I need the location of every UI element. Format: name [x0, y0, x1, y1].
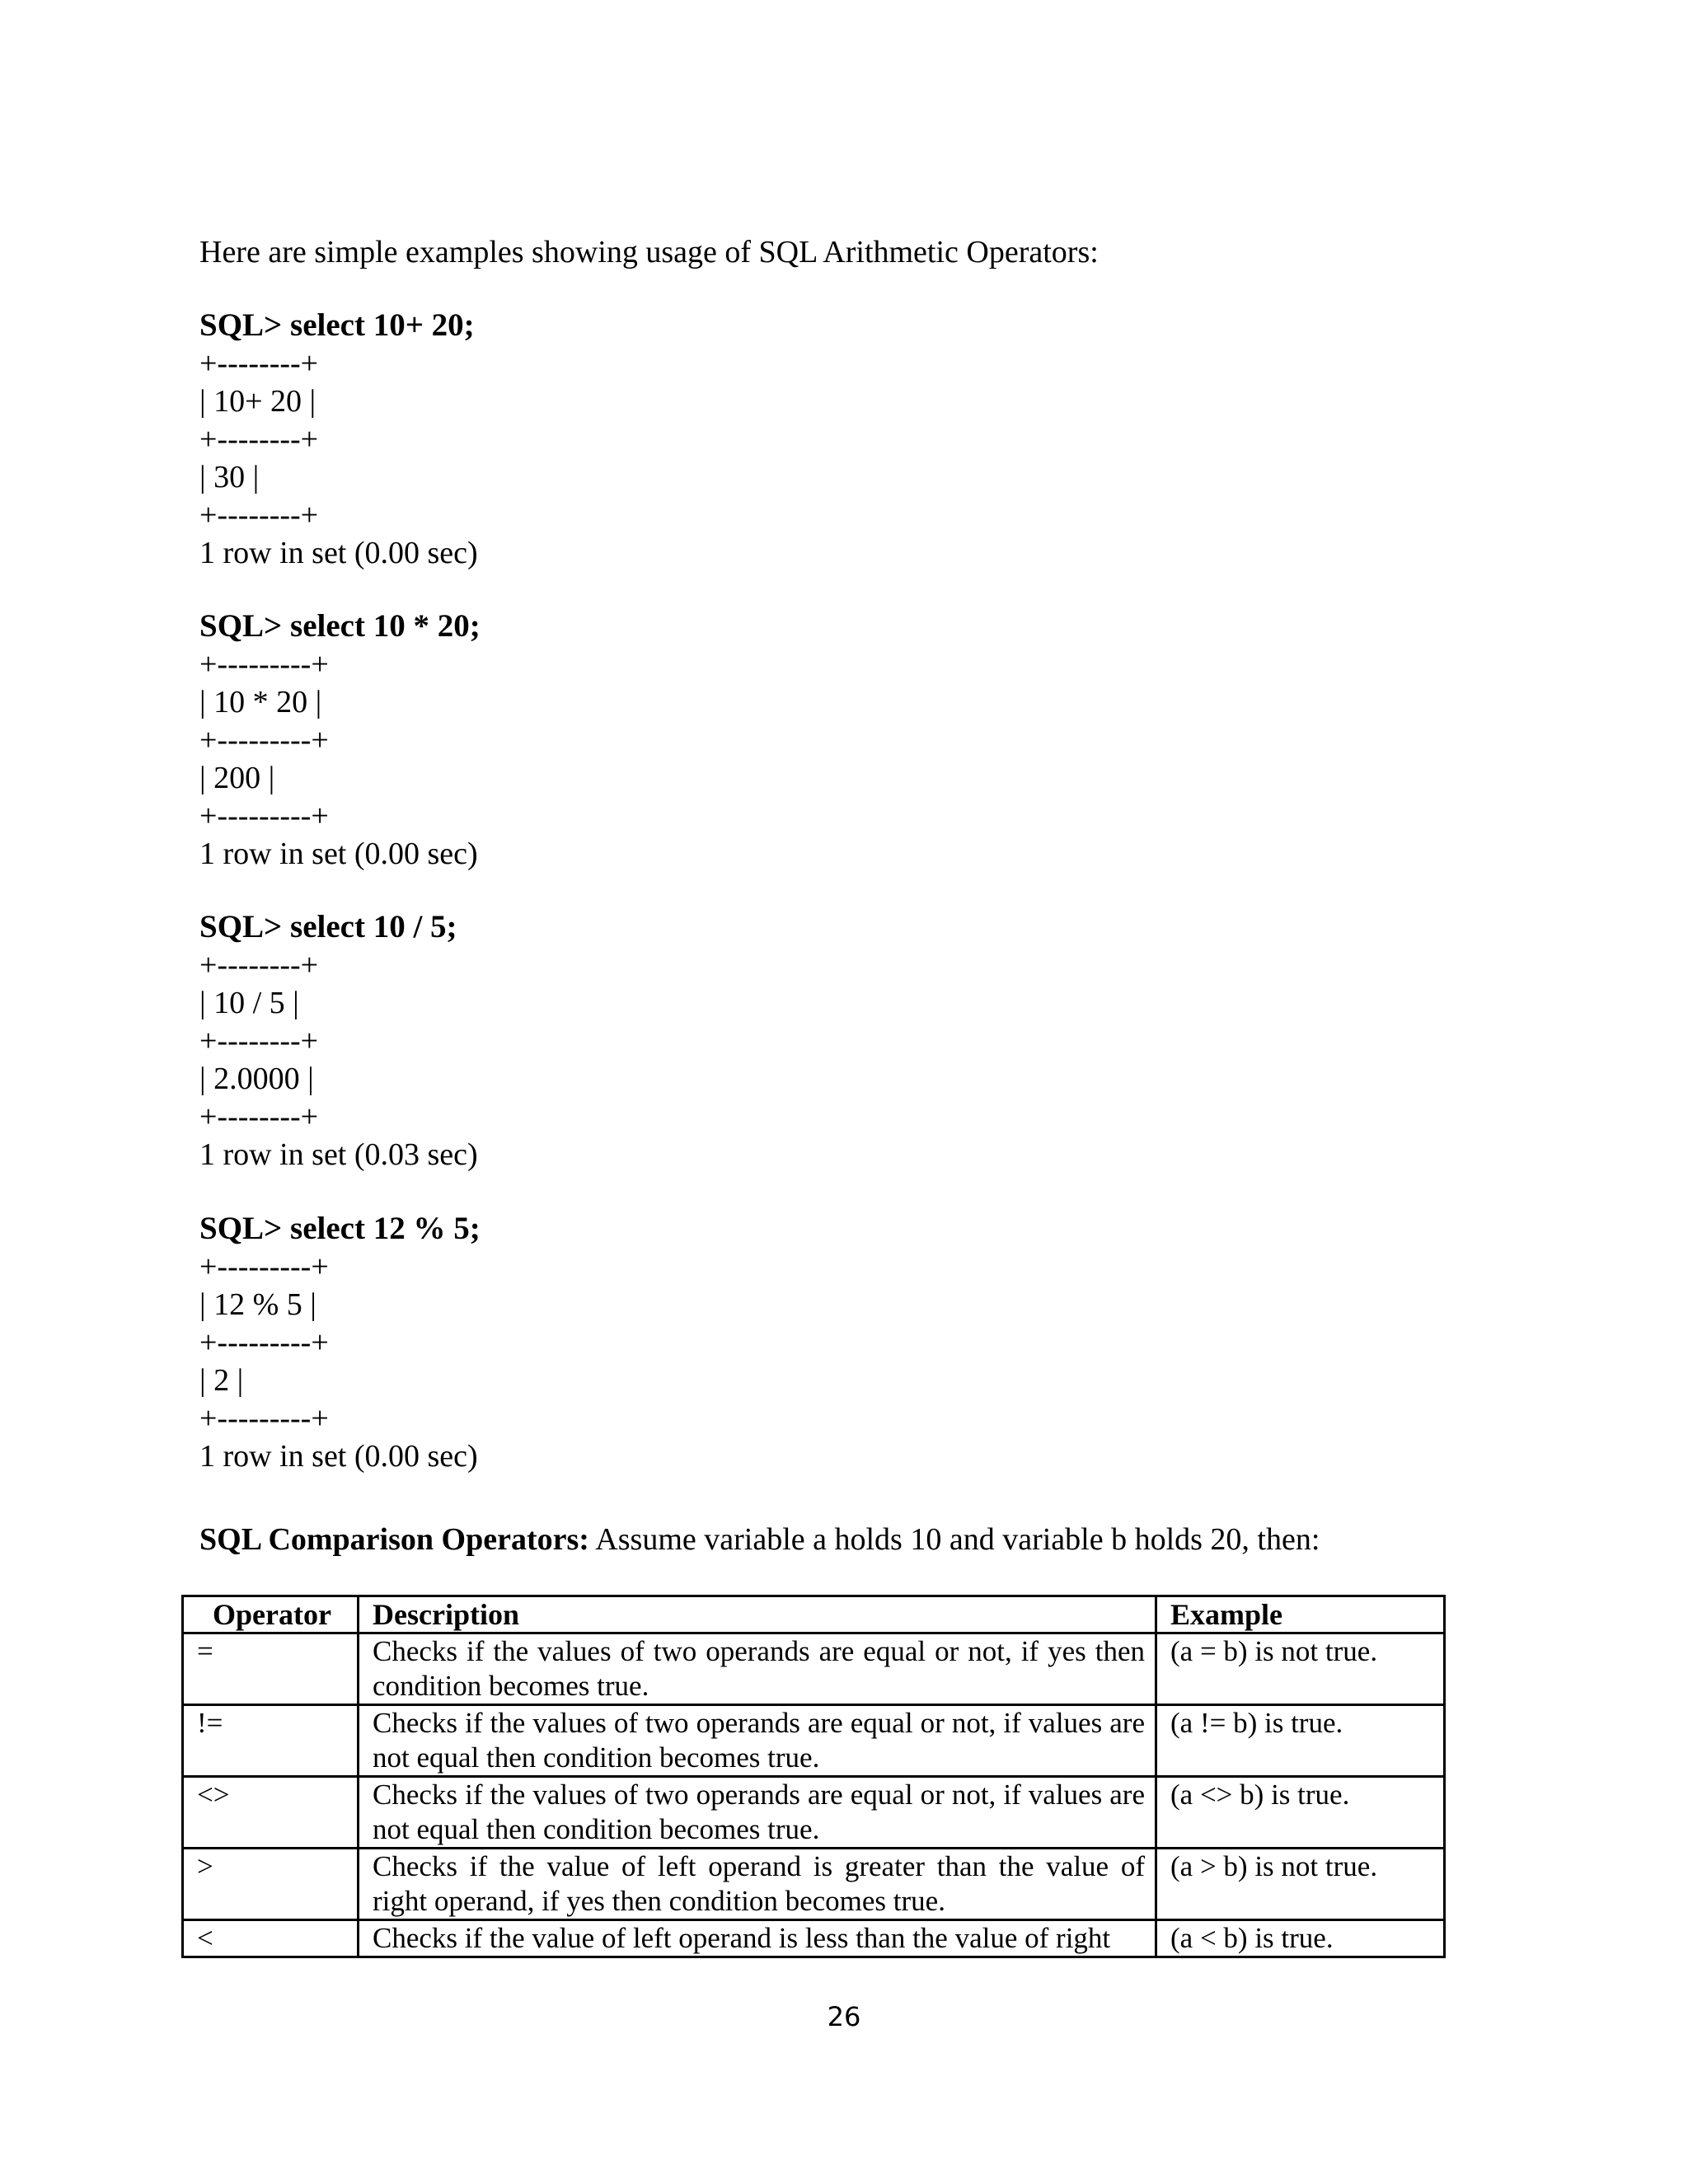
result-status: 1 row in set (0.00 sec): [199, 536, 478, 570]
description-cell: Checks if the values of two operands are equal or not, if yes then condition becomes true.: [359, 1633, 1156, 1705]
operator-cell: =: [183, 1633, 359, 1705]
sql-example-addition: [199, 307, 478, 572]
example-cell: (a > b) is not true.: [1156, 1849, 1445, 1920]
result-header: | 12 % 5 |: [199, 1287, 316, 1322]
example-cell: (a < b) is true.: [1156, 1920, 1445, 1957]
result-border: +--------+: [199, 346, 319, 381]
result-border: +---------+: [199, 1401, 329, 1436]
sql-command: SQL> select 10 * 20;: [199, 608, 481, 644]
description-cell: Checks if the values of two operands are equal or not, if values are not equal then condition becomes true.: [359, 1777, 1156, 1849]
intro-text: Here are simple examples showing usage of SQL Arithmetic Operators:: [199, 235, 1099, 269]
example-cell: (a <> b) is true.: [1156, 1777, 1445, 1849]
operator-cell: !=: [183, 1705, 359, 1777]
result-value: | 2.0000 |: [199, 1062, 314, 1096]
description-cell: Checks if the value of left operand is less than the value of right: [359, 1920, 1156, 1957]
result-status: 1 row in set (0.00 sec): [199, 837, 478, 871]
result-border: +---------+: [199, 1325, 329, 1360]
result-border: +---------+: [199, 1249, 329, 1284]
result-border: +---------+: [199, 647, 329, 682]
result-value: | 2 |: [199, 1363, 244, 1398]
result-status: 1 row in set (0.03 sec): [199, 1137, 478, 1172]
table-header-row: [183, 1596, 1445, 1633]
table-row: [183, 1920, 1445, 1957]
operator-cell: >: [183, 1849, 359, 1920]
sql-command: SQL> select 10+ 20;: [199, 307, 475, 343]
result-border: +--------+: [199, 948, 319, 982]
column-header-example: Example: [1156, 1596, 1445, 1633]
sql-example-modulus: [199, 1210, 481, 1475]
example-cell: (a != b) is true.: [1156, 1705, 1445, 1777]
sql-example-division: [199, 908, 478, 1174]
result-value: | 30 |: [199, 460, 260, 494]
example-cell: (a = b) is not true.: [1156, 1633, 1445, 1705]
table-row: [183, 1633, 1445, 1705]
result-border: +--------+: [199, 1024, 319, 1058]
heading-bold-text: SQL Comparison Operators:: [199, 1522, 589, 1557]
result-status: 1 row in set (0.00 sec): [199, 1439, 478, 1474]
table-row: [183, 1705, 1445, 1777]
result-border: +---------+: [199, 799, 329, 833]
description-cell: Checks if the values of two operands are equal or not, if values are not equal then condition becomes true.: [359, 1705, 1156, 1777]
result-border: +---------+: [199, 723, 329, 757]
page-number: 26: [827, 2001, 861, 2032]
result-header: | 10+ 20 |: [199, 384, 316, 419]
result-header: | 10 * 20 |: [199, 685, 322, 719]
sql-command: SQL> select 12 % 5;: [199, 1211, 481, 1246]
description-cell: Checks if the value of left operand is greater than the value of right operand, if yes then condition becomes true.: [359, 1849, 1156, 1920]
operator-cell: <: [183, 1920, 359, 1957]
column-header-operator: Operator: [183, 1596, 359, 1633]
result-border: +--------+: [199, 1099, 319, 1134]
result-border: +--------+: [199, 422, 319, 457]
sql-example-multiplication: [199, 607, 481, 873]
result-border: +--------+: [199, 498, 319, 532]
heading-rest-text: Assume variable a holds 10 and variable b holds 20, then:: [588, 1522, 1320, 1557]
comparison-operators-table: [181, 1595, 1446, 1958]
operator-cell: <>: [183, 1777, 359, 1849]
column-header-description: Description: [359, 1596, 1156, 1633]
sql-command: SQL> select 10 / 5;: [199, 909, 457, 944]
table-row: [183, 1777, 1445, 1849]
result-value: | 200 |: [199, 761, 275, 795]
comparison-operators-heading: [199, 1521, 1320, 1558]
table-row: [183, 1849, 1445, 1920]
result-header: | 10 / 5 |: [199, 986, 299, 1020]
